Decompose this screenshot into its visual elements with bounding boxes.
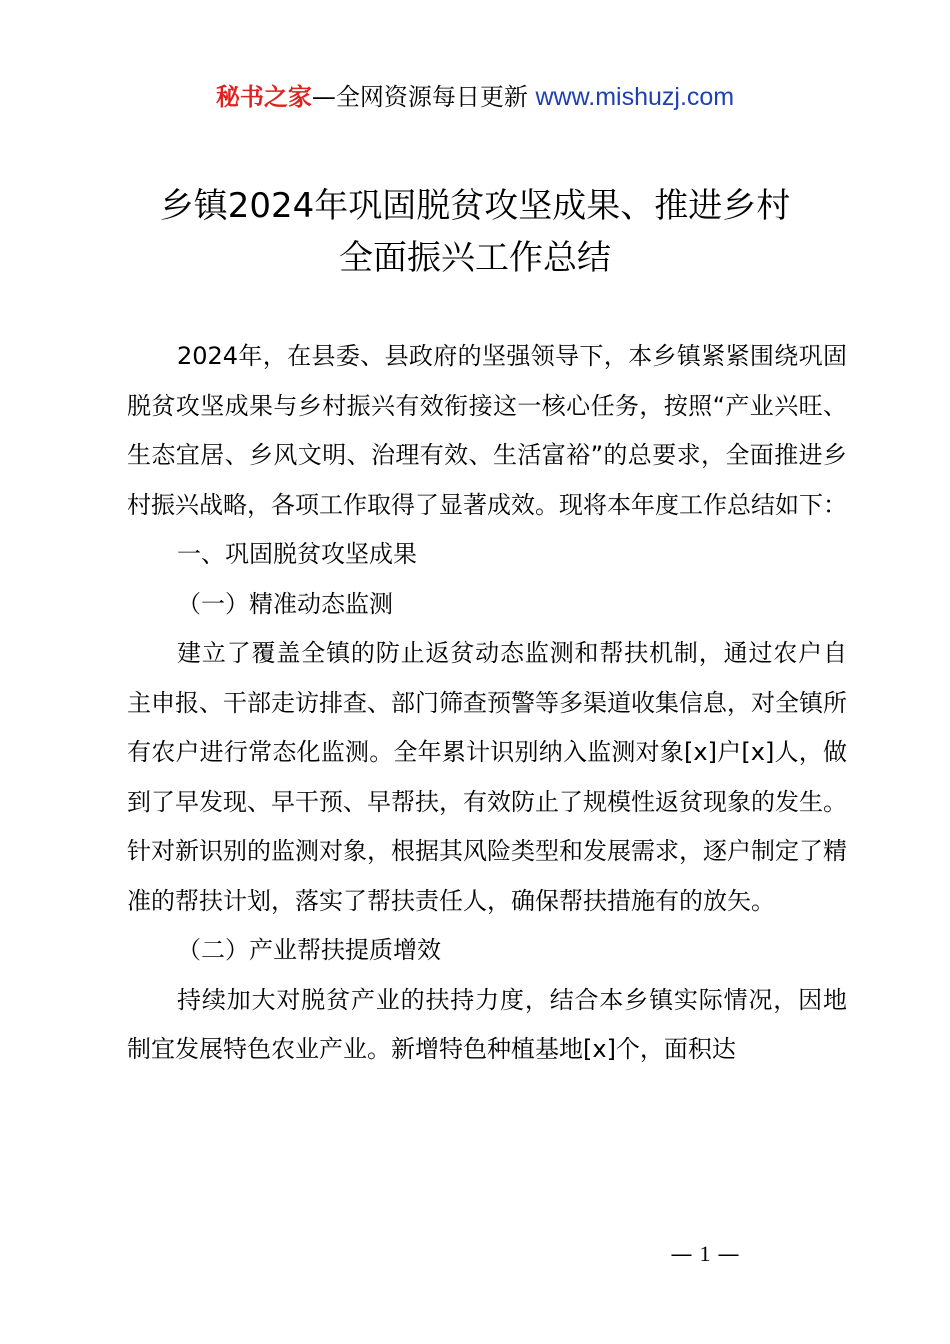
site-url-link[interactable]: www.mishuzj.com (535, 83, 735, 111)
site-brand: 秘书之家 (215, 83, 312, 111)
document-title (0, 180, 950, 284)
body-paragraph: 建立了覆盖全镇的防止返贫动态监测和帮扶机制，通过农户自主申报、干部走访排查、部门筛查预警等多渠道收集信息，对全镇所有农户进行常态化监测。全年累计识别纳入监测对象[x]户[x]人，做到了早发现、早干预、早帮扶，有效防止了规模性返贫现象的发生。针对新识别的监测对象，根据其风险类型和发展需求，逐户制定了精准的帮扶计划，落实了帮扶责任人，确保帮扶措施有的放矢。 (127, 639, 847, 915)
subsection-heading: （二）产业帮扶提质增效 (177, 936, 441, 964)
page-number (0, 1236, 950, 1273)
body-paragraph: 持续加大对脱贫产业的扶持力度，结合本乡镇实际情况，因地制宜发展特色农业产业。新增特色种植基地[x]个，面积达 (127, 985, 847, 1063)
title-line-2: 全面振兴工作总结 (339, 238, 611, 278)
page-dash-left: — (670, 1242, 693, 1267)
intro-paragraph: 2024年，在县委、县政府的坚强领导下，本乡镇紧紧围绕巩固脱贫攻坚成果与乡村振兴有效衔接这一核心任务，按照“产业兴旺、生态宜居、乡风文明、治理有效、生活富裕”的总要求，全面推进乡村振兴战略，各项工作取得了显著成效。现将本年度工作总结如下： (127, 342, 847, 519)
title-line-1: 乡镇2024年巩固脱贫攻坚成果、推进乡村 (159, 186, 791, 226)
site-header (0, 80, 950, 114)
page-dash-right: — (717, 1242, 740, 1267)
site-slogan: —全网资源每日更新 (311, 83, 536, 111)
section-heading: 一、巩固脱贫攻坚成果 (177, 540, 417, 568)
subsection-heading: （一）精准动态监测 (177, 589, 393, 618)
page-number-value: 1 (699, 1241, 711, 1266)
document-body (127, 332, 847, 1075)
